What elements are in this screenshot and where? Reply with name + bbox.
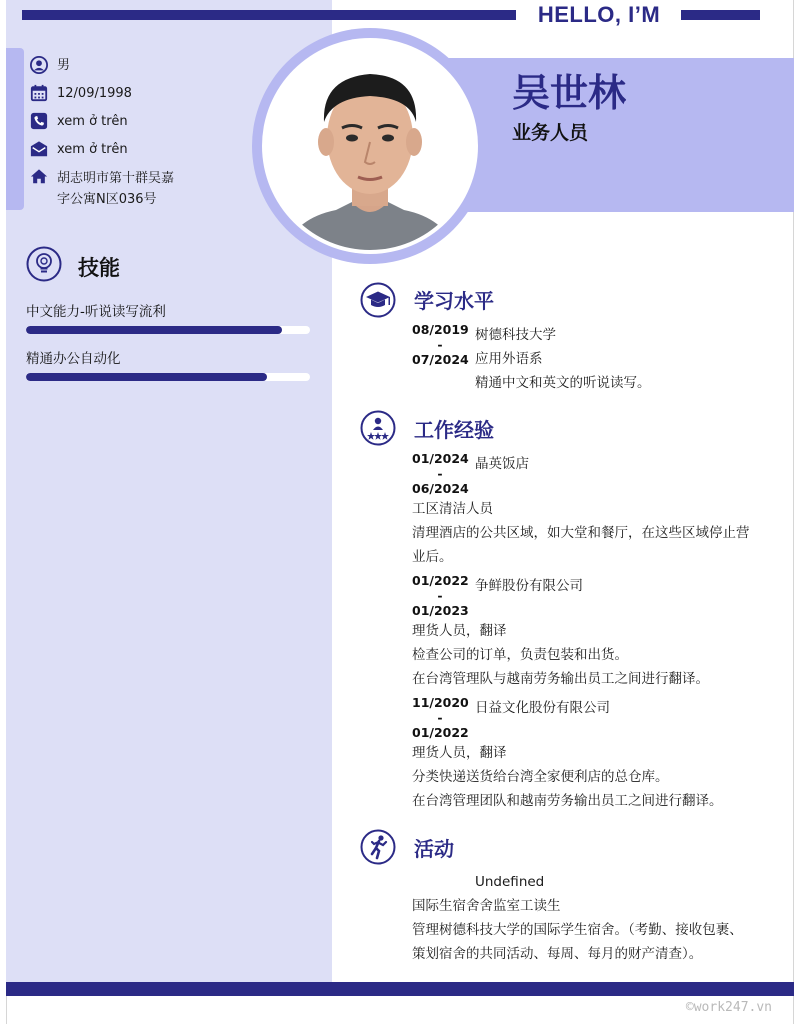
experience-heading: 工作经验	[414, 418, 494, 442]
address-value	[57, 168, 197, 210]
contact-gender	[30, 56, 70, 76]
header-bar-right	[681, 10, 760, 20]
date-dash: -	[437, 337, 443, 352]
company-name: 争鲜股份有限公司	[475, 578, 583, 594]
experience-date	[412, 452, 468, 496]
contact-email	[30, 140, 128, 160]
skill-bar	[26, 326, 310, 334]
activity-role: 国际生宿舍舍监室工读生	[412, 898, 561, 914]
company-name: 晶英饭店	[475, 456, 529, 472]
contact-accent-tab	[6, 48, 24, 210]
education-description: 精通中文和英文的听说读写。	[475, 375, 651, 391]
date-to: 07/2024	[412, 352, 469, 367]
contact-phone	[30, 112, 128, 132]
position-title: 理货人员，翻译	[412, 623, 507, 639]
date-from: 11/2020	[412, 695, 469, 710]
birthdate-value: 12/09/1998	[57, 86, 132, 101]
date-from: 01/2024	[412, 451, 469, 466]
gender-value: 男	[57, 58, 71, 73]
skills-heading: 技能	[78, 256, 120, 280]
candidate-name: 吴世林	[512, 73, 627, 115]
job-title: 业务人员	[512, 123, 589, 144]
experience-date	[412, 574, 468, 618]
date-dash: -	[437, 466, 443, 481]
date-to: 06/2024	[412, 481, 469, 496]
skill-label: 精通办公自动化	[26, 351, 121, 367]
experience-description: 分类快递送货给台湾全家便利店的总仓库。	[412, 769, 669, 785]
email-value: xem ở trên	[57, 142, 128, 157]
date-to: 01/2023	[412, 603, 469, 618]
contact-address	[30, 168, 197, 210]
contact-birthdate	[30, 84, 132, 104]
date-from: 01/2022	[412, 573, 469, 588]
envelope-icon	[30, 140, 48, 158]
user-icon	[30, 56, 48, 74]
position-title: 理货人员，翻译	[412, 745, 507, 761]
experience-description: 清理酒店的公共区域，如大堂和餐厅，在这些区域停止营	[412, 525, 750, 541]
activities-heading: 活动	[414, 837, 454, 861]
header-bar-left	[22, 10, 516, 20]
skill-bar-fill	[26, 326, 282, 334]
home-icon	[30, 168, 48, 186]
team-icon	[360, 410, 396, 446]
calendar-icon	[30, 84, 48, 102]
major-name: 应用外语系	[475, 351, 543, 367]
address-line-2: 字公寓N区036号	[57, 192, 157, 207]
position-title: 工区清洁人员	[412, 501, 493, 517]
graduation-cap-icon	[360, 282, 396, 318]
skill-bar	[26, 373, 310, 381]
date-dash: -	[437, 588, 443, 603]
phone-icon	[30, 112, 48, 130]
address-line-1: 胡志明市第十群吴嘉	[57, 171, 175, 186]
skill-bar-fill	[26, 373, 267, 381]
portrait-photo	[266, 42, 474, 250]
experience-date	[412, 696, 468, 740]
skill-label: 中文能力-听说读写流利	[26, 304, 166, 320]
lightbulb-icon	[26, 246, 62, 282]
experience-description: 在台湾管理队与越南劳务输出员工之间进行翻译。	[412, 671, 709, 687]
activity-organization: Undefined	[475, 874, 545, 890]
date-dash: -	[437, 710, 443, 725]
school-name: 树德科技大学	[475, 327, 556, 343]
running-person-icon	[360, 829, 396, 865]
hello-heading: HELLO, I’M	[537, 2, 661, 27]
activity-description: 策划宿舍的共同活动、每周、每月的财产清查）。	[412, 946, 703, 962]
footer-bar	[6, 982, 794, 996]
education-heading: 学习水平	[414, 289, 494, 313]
company-name: 日益文化股份有限公司	[475, 700, 610, 716]
education-date	[412, 323, 468, 367]
date-from: 08/2019	[412, 322, 469, 337]
date-to: 01/2022	[412, 725, 469, 740]
activity-description: 管理树德科技大学的国际学生宿舍。（考勤、接收包裹、	[412, 922, 743, 938]
phone-value: xem ở trên	[57, 114, 128, 129]
experience-description: 业后。	[412, 549, 453, 565]
experience-description: 检查公司的订单，负责包装和出货。	[412, 647, 628, 663]
experience-description: 在台湾管理团队和越南劳务输出员工之间进行翻译。	[412, 793, 723, 809]
watermark: ©work247.vn	[685, 1000, 772, 1015]
